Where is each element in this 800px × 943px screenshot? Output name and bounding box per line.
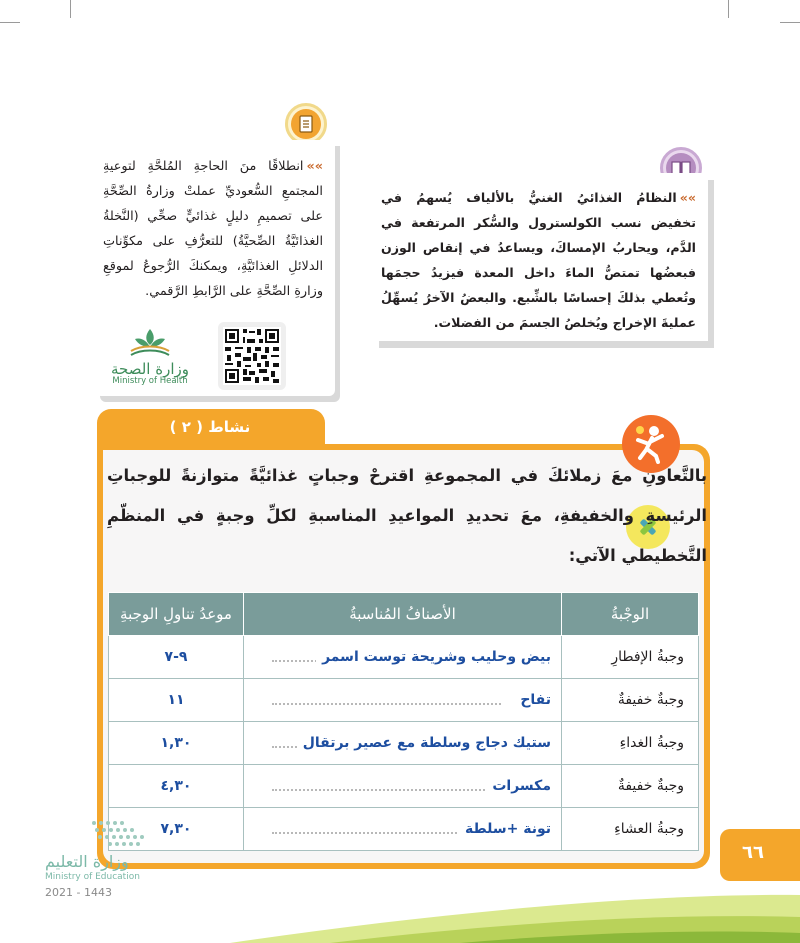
header-meal: الوجْبةُ [562,593,699,636]
meal-items-cell[interactable] [244,808,562,851]
meal-name: وجبةُ العشاءِ [562,808,699,851]
table-row [109,808,699,851]
health-guide-text [103,154,323,304]
table-row [109,636,699,679]
meal-time[interactable]: ١,٣٠ [109,722,244,765]
header-time: موعدُ تناولِ الوجبةِ [109,593,244,636]
crop-mark [728,0,729,18]
meal-items: تونة +سلطة [459,821,551,837]
table-row [109,722,699,765]
meal-items: مكسرات [486,778,551,794]
ministry-of-health-english: Ministry of Health [112,376,188,386]
crop-mark [0,22,20,23]
ministry-of-health-arabic: وزارة الصحة [111,360,189,378]
activity-instruction: بالتَّعاونِ معَ زملائكَ في المجموعةِ اقترحْ وجباتٍ غذائيَّةً متوازنةً للوجباتِ الرئيسةِ والخفيفةِ، معَ تحديدِ المواعيدِ المناسبةِ لكلِّ وجبةٍ في المنظّمِ التَّخطيطي الآتي: [107,466,707,565]
crop-mark [70,0,71,18]
dotted-line [272,789,501,791]
ministry-of-education-logo [88,817,158,851]
qr-code[interactable] [218,322,286,390]
meal-time[interactable]: ٤,٣٠ [109,765,244,808]
dotted-line [272,703,501,705]
meal-name: وجبةٌ خفيفةٌ [562,765,699,808]
activity-title: نشاط ( ٢ ) [169,418,251,436]
meal-items-cell[interactable] [244,679,562,722]
ministry-of-education-english: Ministry of Education [45,872,140,882]
meal-items-cell[interactable] [244,765,562,808]
document-icon [285,103,327,145]
table-row [109,765,699,808]
decorative-swoosh [0,855,800,943]
fiber-info-body: النظامُ الغذائيُ الغنيُّ بالألياف يُسهمُ في تخفيض نسب الكولسترول والسُّكر المرتفعة في الدَّم، ويحاربُ الإمساكَ، ويساعدُ في إنقاص الوزن فبعضُها تمتصُّ الماءَ داخل المعدة فيزيدُ حجمَها وتُعطي بذلكَ إحساسًا بالشِّبع. والبعضُ الآخرُ يُسهِّلُ عمليةَ الإخراج ويُخلصُ الجسمَ من الفضلات. [381,190,696,330]
meal-name: وجبةُ الإفطارِ [562,636,699,679]
lead-marker: »» [306,159,323,174]
meal-items-cell[interactable] [244,636,562,679]
meal-items-cell[interactable] [244,722,562,765]
fiber-info-text [381,185,696,335]
meal-items: ستيك دجاج وسلطة مع عصير برتقال [297,735,551,751]
lead-marker: »» [679,190,696,205]
header-items: الأصنافُ المُناسبةُ [244,593,562,636]
crop-mark [780,22,800,23]
meal-name: وجبةُ الغداءِ [562,722,699,765]
table-row [109,679,699,722]
table-header-row [109,593,699,636]
meal-items: بيض وحليب وشريحة توست اسمر [316,649,551,665]
health-guide-body: انطلاقًا منَ الحاجةِ المُلحَّةِ لتوعيةِ المجتمعِ السُّعوديِّ عملتْ وزارةُ الصِّحَّةِ على تصميمِ دليلٍ غذائيٍّ صحِّي (النَّخلةُ الغذائيَّةُ الصِّحيَّةُ) للتعرُّفِ على مكوِّناتِ الدلائلِ الغذائيَّةِ، ويمكنكَ الرُّجوعُ لموقعِ وزارةِ الصِّحَّةِ على الرَّابطِ الرَّقمي. [103,159,323,299]
edition-year: 2021 - 1443 [45,886,112,899]
meal-time[interactable]: ٧,٣٠ [109,808,244,851]
meal-items: تفاح [514,692,551,708]
meal-name: وجبةٌ خفيفةٌ [562,679,699,722]
page-number: ٦٦ [742,842,764,863]
meals-table [108,592,699,851]
ministry-of-education-arabic: وزارة التعليم [45,852,129,871]
meal-time[interactable]: ١١ [109,679,244,722]
meal-time[interactable]: ٩-٧ [109,636,244,679]
fiber-info-box [373,173,708,341]
